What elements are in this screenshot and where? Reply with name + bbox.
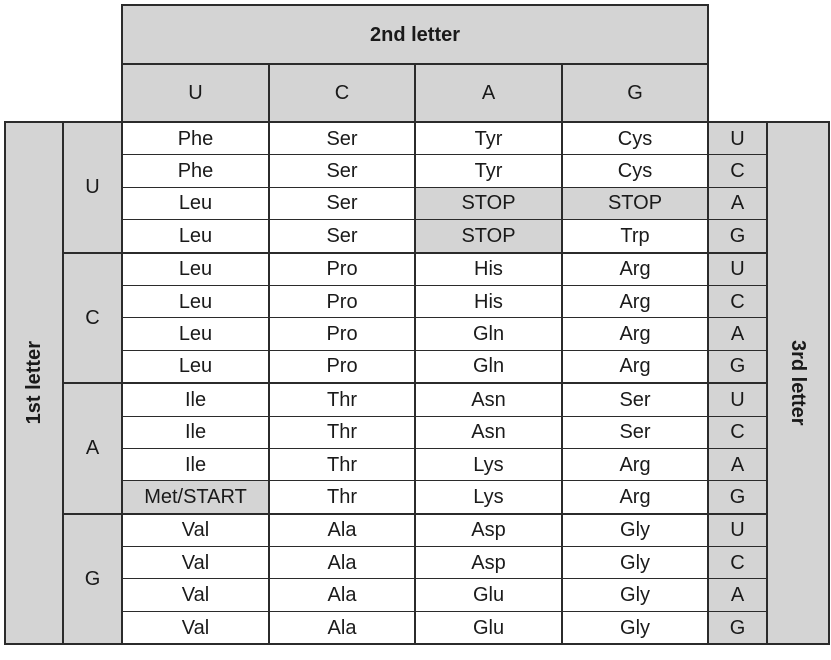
- amino-acid-cell: Gln: [415, 350, 562, 383]
- corner-blank-2: [5, 64, 122, 122]
- second-base-row: [5, 64, 829, 122]
- third-base-u: U: [708, 253, 767, 286]
- corner-blank-right: [708, 5, 829, 64]
- codon-row: [5, 611, 829, 644]
- third-base-c: C: [708, 416, 767, 448]
- amino-acid-cell: Asn: [415, 383, 562, 416]
- amino-acid-cell: Lys: [415, 481, 562, 514]
- codon-row: [5, 253, 829, 286]
- third-base-a: A: [708, 448, 767, 480]
- amino-acid-cell: Arg: [562, 285, 708, 317]
- amino-acid-cell: Thr: [269, 481, 415, 514]
- third-base-a: A: [708, 579, 767, 611]
- amino-acid-cell: Trp: [562, 220, 708, 253]
- amino-acid-cell: Glu: [415, 611, 562, 644]
- amino-acid-cell: His: [415, 285, 562, 317]
- amino-acid-cell: Leu: [122, 220, 269, 253]
- codon-row: [5, 220, 829, 253]
- amino-acid-cell: Thr: [269, 448, 415, 480]
- codon-row: [5, 318, 829, 350]
- third-base-c: C: [708, 285, 767, 317]
- first-letter-title: 1st letter: [23, 341, 45, 425]
- codon-row: [5, 122, 829, 155]
- amino-acid-cell: Ala: [269, 514, 415, 547]
- amino-acid-cell: Phe: [122, 155, 269, 187]
- amino-acid-cell: Leu: [122, 253, 269, 286]
- first-base-a: A: [63, 383, 122, 514]
- amino-acid-cell: Cys: [562, 155, 708, 187]
- amino-acid-cell: Ser: [269, 155, 415, 187]
- codon-row: [5, 416, 829, 448]
- amino-acid-cell: Val: [122, 579, 269, 611]
- third-base-g: G: [708, 481, 767, 514]
- codon-row: [5, 579, 829, 611]
- amino-acid-cell: Ile: [122, 416, 269, 448]
- amino-acid-cell: Gly: [562, 579, 708, 611]
- amino-acid-cell: Tyr: [415, 155, 562, 187]
- third-base-a: A: [708, 318, 767, 350]
- amino-acid-cell: Thr: [269, 383, 415, 416]
- amino-acid-cell: Arg: [562, 318, 708, 350]
- amino-acid-cell: Cys: [562, 122, 708, 155]
- amino-acid-cell: Gln: [415, 318, 562, 350]
- second-base-c: C: [269, 64, 415, 122]
- amino-acid-cell: Gly: [562, 611, 708, 644]
- first-base-c: C: [63, 253, 122, 384]
- amino-acid-cell: Ser: [269, 122, 415, 155]
- amino-acid-cell: Arg: [562, 253, 708, 286]
- second-base-u: U: [122, 64, 269, 122]
- amino-acid-cell: Val: [122, 514, 269, 547]
- amino-acid-cell: STOP: [562, 187, 708, 219]
- amino-acid-cell: Pro: [269, 350, 415, 383]
- third-base-g: G: [708, 220, 767, 253]
- codon-table: [4, 4, 830, 645]
- amino-acid-cell: Arg: [562, 448, 708, 480]
- first-base-u: U: [63, 122, 122, 253]
- amino-acid-cell: Pro: [269, 285, 415, 317]
- second-letter-title-row: [5, 5, 829, 64]
- corner-blank: [5, 5, 122, 64]
- amino-acid-cell: Ala: [269, 547, 415, 579]
- amino-acid-cell: Pro: [269, 253, 415, 286]
- amino-acid-cell: Ala: [269, 579, 415, 611]
- amino-acid-cell: Thr: [269, 416, 415, 448]
- third-base-u: U: [708, 122, 767, 155]
- amino-acid-cell: Gly: [562, 514, 708, 547]
- corner-blank-right-2: [708, 64, 829, 122]
- codon-row: [5, 547, 829, 579]
- amino-acid-cell: His: [415, 253, 562, 286]
- amino-acid-cell: Leu: [122, 187, 269, 219]
- amino-acid-cell: Ala: [269, 611, 415, 644]
- amino-acid-cell: Ser: [269, 220, 415, 253]
- third-base-c: C: [708, 155, 767, 187]
- amino-acid-cell: Leu: [122, 318, 269, 350]
- third-base-a: A: [708, 187, 767, 219]
- third-base-u: U: [708, 383, 767, 416]
- codon-row: [5, 481, 829, 514]
- codon-row: [5, 514, 829, 547]
- amino-acid-cell: Arg: [562, 481, 708, 514]
- codon-row: [5, 448, 829, 480]
- amino-acid-cell: STOP: [415, 187, 562, 219]
- amino-acid-cell: Leu: [122, 285, 269, 317]
- amino-acid-cell: Phe: [122, 122, 269, 155]
- third-base-g: G: [708, 611, 767, 644]
- codon-row: [5, 285, 829, 317]
- first-base-g: G: [63, 514, 122, 645]
- second-letter-title: 2nd letter: [122, 5, 708, 64]
- amino-acid-cell: Asn: [415, 416, 562, 448]
- amino-acid-cell: Glu: [415, 579, 562, 611]
- amino-acid-cell: Arg: [562, 350, 708, 383]
- first-letter-title-cell: [5, 122, 63, 644]
- second-base-g: G: [562, 64, 708, 122]
- amino-acid-cell: Lys: [415, 448, 562, 480]
- third-base-u: U: [708, 514, 767, 547]
- second-base-a: A: [415, 64, 562, 122]
- amino-acid-cell: Leu: [122, 350, 269, 383]
- codon-row: [5, 187, 829, 219]
- amino-acid-cell: Tyr: [415, 122, 562, 155]
- amino-acid-cell: Asp: [415, 514, 562, 547]
- amino-acid-cell: Ile: [122, 448, 269, 480]
- amino-acid-cell: Ser: [562, 416, 708, 448]
- codon-table-body: [5, 5, 829, 644]
- amino-acid-cell: Ser: [562, 383, 708, 416]
- codon-row: [5, 383, 829, 416]
- amino-acid-cell: Val: [122, 547, 269, 579]
- codon-row: [5, 155, 829, 187]
- amino-acid-cell: Met/START: [122, 481, 269, 514]
- amino-acid-cell: Pro: [269, 318, 415, 350]
- codon-row: [5, 350, 829, 383]
- amino-acid-cell: Asp: [415, 547, 562, 579]
- amino-acid-cell: Gly: [562, 547, 708, 579]
- third-letter-title-cell: [767, 122, 829, 644]
- third-letter-title: 3rd letter: [787, 340, 810, 426]
- third-base-c: C: [708, 547, 767, 579]
- amino-acid-cell: Ile: [122, 383, 269, 416]
- third-base-g: G: [708, 350, 767, 383]
- amino-acid-cell: Ser: [269, 187, 415, 219]
- amino-acid-cell: STOP: [415, 220, 562, 253]
- amino-acid-cell: Val: [122, 611, 269, 644]
